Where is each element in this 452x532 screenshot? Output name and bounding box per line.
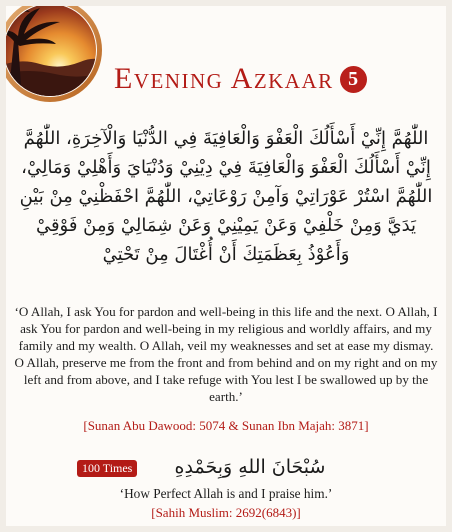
dua-arabic-text: اللّٰهُمَّ إِنِّيْ أَسْأَلُكَ الْعَفْوَ وَالْعَافِيَةَ فِي الدُّنْيَا وَالْآخِرَةِ، اللّٰهُمَّ إِنِّيْ أَسْأَلُكَ الْعَفْوَ وَالْعَافِيَةَ فِيْ دِيْنِيْ وَدُنْيَايَ وَأَهْلِيْ وَمَالِيْ، اللّٰهُمَّ اسْتُرْ عَوْرَاتِيْ وَآمِنْ رَوْعَاتِيْ، اللّٰهُمَّ احْفَظْنِيْ مِنْ بَيْنِ يَدَيَّ وَمِنْ خَلْفِيْ وَعَنْ يَمِيْنِيْ وَعَنْ شِمَالِيْ وَمِنْ فَوْقِيْ وَأَعُوْذُ بِعَظَمَتِكَ أَنْ أُغْتَالَ مِنْ تَحْتِيْ <box>19 128 433 265</box>
sunset-tree-logo <box>0 0 108 108</box>
tasbih-arabic-text: سُبْحَانَ اللهِ وَبِحَمْدِهِ <box>174 456 326 478</box>
tasbih-reference: [Sahih Muslim: 2692(6843)] <box>151 505 301 520</box>
dua-reference: [Sunan Abu Dawood: 5074 & Sunan Ibn Majah: 3871] <box>83 418 369 433</box>
title-row <box>114 62 367 96</box>
number-badge: 5 <box>340 66 367 93</box>
page-title: Evening Azkaar <box>114 62 334 95</box>
tasbih-translation: ‘How Perfect Allah is and I praise him.’ <box>119 486 333 501</box>
tasbih-row <box>0 452 452 482</box>
dua-translation: ‘O Allah, I ask You for pardon and well-being in this life and the next. O Allah, I ask You for pardon and well-being in my religious and worldly affairs, and my family and my wealth. O Allah, veil my weaknesses and set at ease my dismay. O Allah, preserve me from the front and from behind and on my right and on my left and from above, and I take refuge with You lest I be swallowed up by the earth.’ <box>14 304 438 404</box>
times-badge: 100 Times <box>77 460 137 477</box>
